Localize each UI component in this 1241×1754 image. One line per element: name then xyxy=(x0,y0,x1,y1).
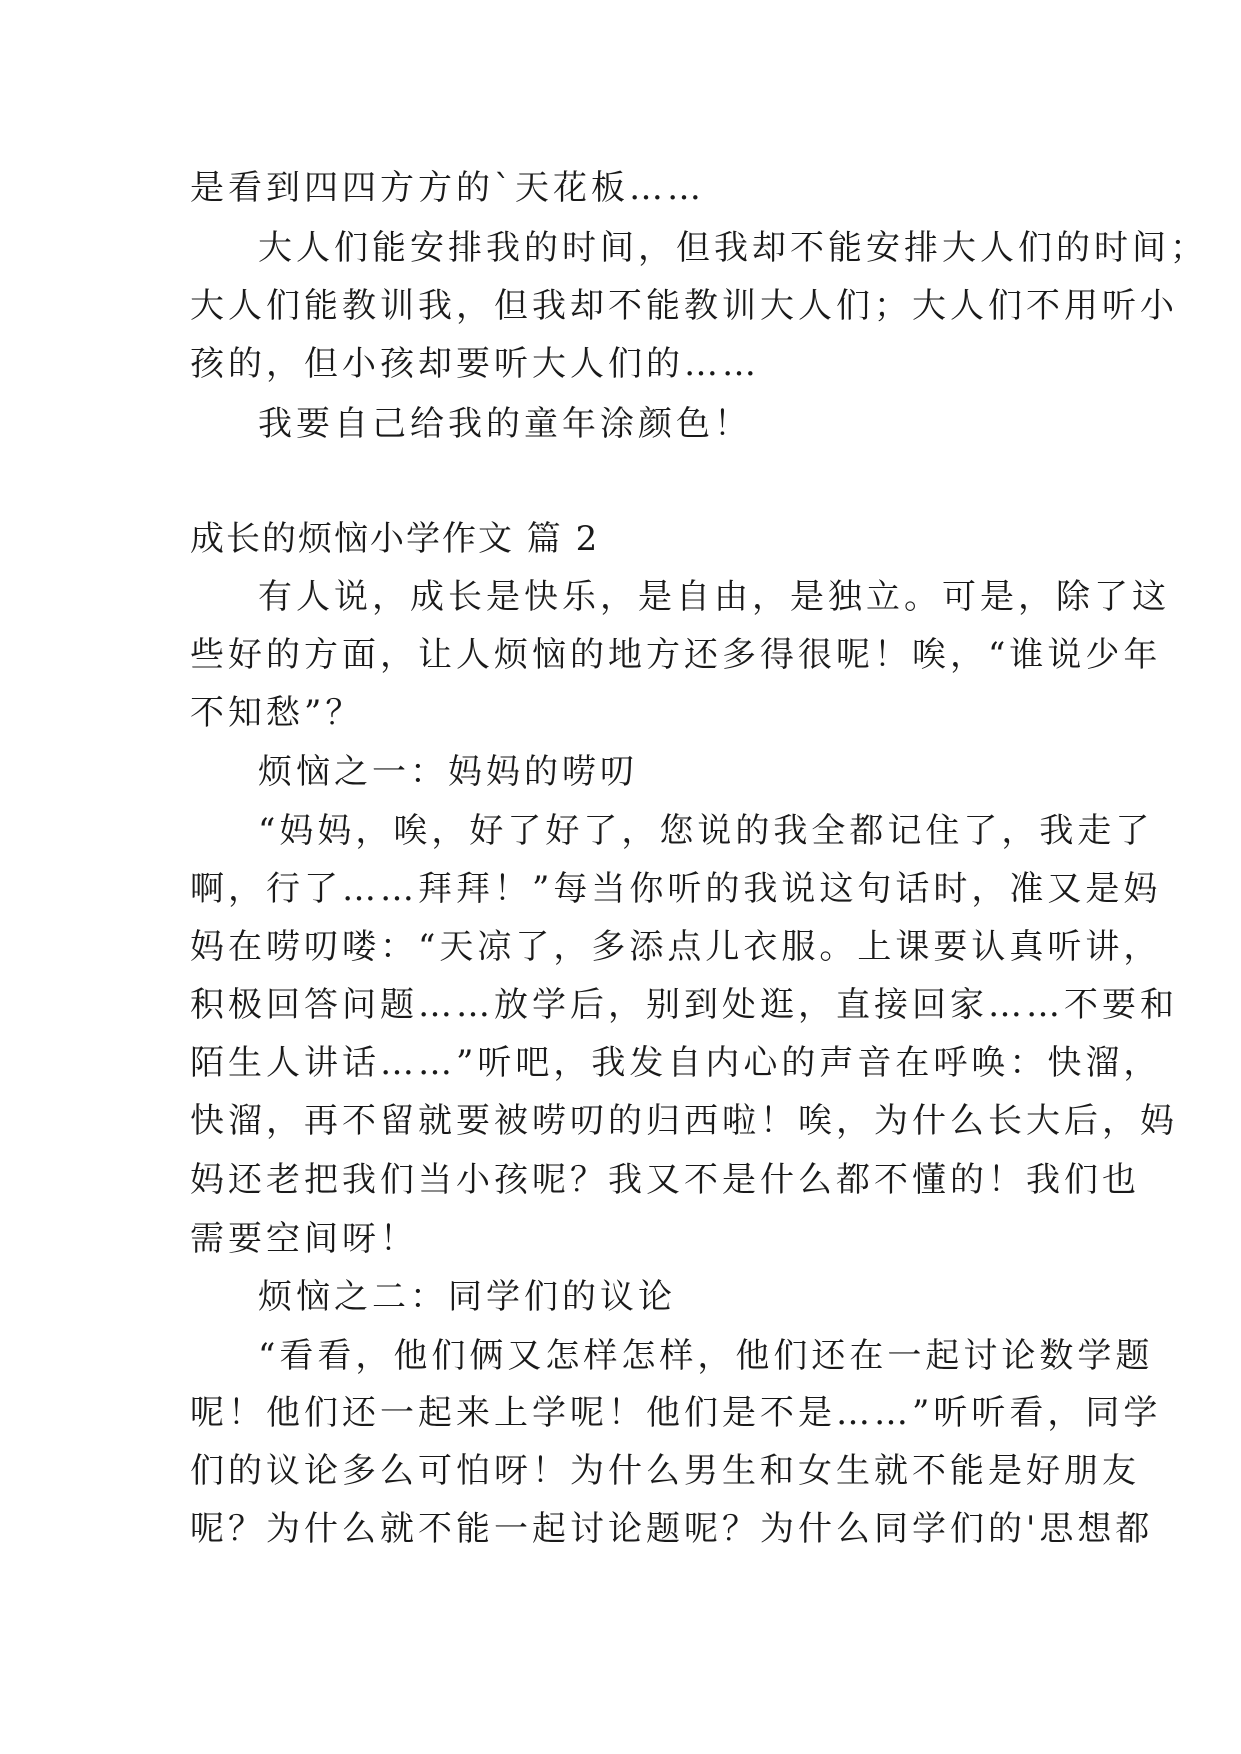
paragraph-line: 妈在唠叨喽：“天凉了，多添点儿衣服。上课要认真听讲， xyxy=(190,927,1162,967)
paragraph-line: 些好的方面，让人烦恼的地方还多得很呢！唉，“谁说少年 xyxy=(190,635,1162,675)
paragraph-line: 需要空间呀！ xyxy=(190,1219,418,1259)
paragraph-line: 们的议论多么可怕呀！为什么男生和女生就不能是好朋友 xyxy=(190,1451,1140,1491)
section-heading: 成长的烦恼小学作文 篇 2 xyxy=(190,519,600,559)
paragraph-line: 呢？为什么就不能一起讨论题呢？为什么同学们的'思想都 xyxy=(190,1509,1154,1549)
paragraph-line: 大人们能教训我，但我却不能教训大人们；大人们不用听小 xyxy=(190,286,1178,326)
paragraph-line: 大人们能安排我的时间，但我却不能安排大人们的时间； xyxy=(258,228,1208,268)
paragraph-line: 是看到四四方方的`天花板…… xyxy=(190,168,705,208)
paragraph-line: 妈还老把我们当小孩呢？我又不是什么都不懂的！我们也 xyxy=(190,1160,1140,1200)
paragraph-line: 积极回答问题……放学后，别到处逛，直接回家……不要和 xyxy=(190,985,1178,1025)
subheading-line: 烦恼之二：同学们的议论 xyxy=(258,1277,676,1317)
paragraph-line: 呢！他们还一起来上学呢！他们是不是……”听听看，同学 xyxy=(190,1393,1162,1433)
paragraph-line: 我要自己给我的童年涂颜色！ xyxy=(258,404,752,444)
paragraph-line: 快溜，再不留就要被唠叨的归西啦！唉，为什么长大后，妈 xyxy=(190,1101,1178,1141)
paragraph-line: 孩的，但小孩却要听大人们的…… xyxy=(190,344,760,384)
paragraph-line: 不知愁”？ xyxy=(190,693,364,733)
subheading-line: 烦恼之一：妈妈的唠叨 xyxy=(258,752,638,792)
paragraph-line: 啊，行了……拜拜！”每当你听的我说这句话时，准又是妈 xyxy=(190,869,1162,909)
paragraph-line: 陌生人讲话……”听吧，我发自内心的声音在呼唤：快溜， xyxy=(190,1043,1162,1083)
paragraph-line: “看看，他们俩又怎样怎样，他们还在一起讨论数学题 xyxy=(258,1336,1154,1376)
paragraph-line: 有人说，成长是快乐，是自由，是独立。可是，除了这 xyxy=(258,577,1170,617)
paragraph-line: “妈妈，唉，好了好了，您说的我全都记住了，我走了 xyxy=(258,811,1154,851)
